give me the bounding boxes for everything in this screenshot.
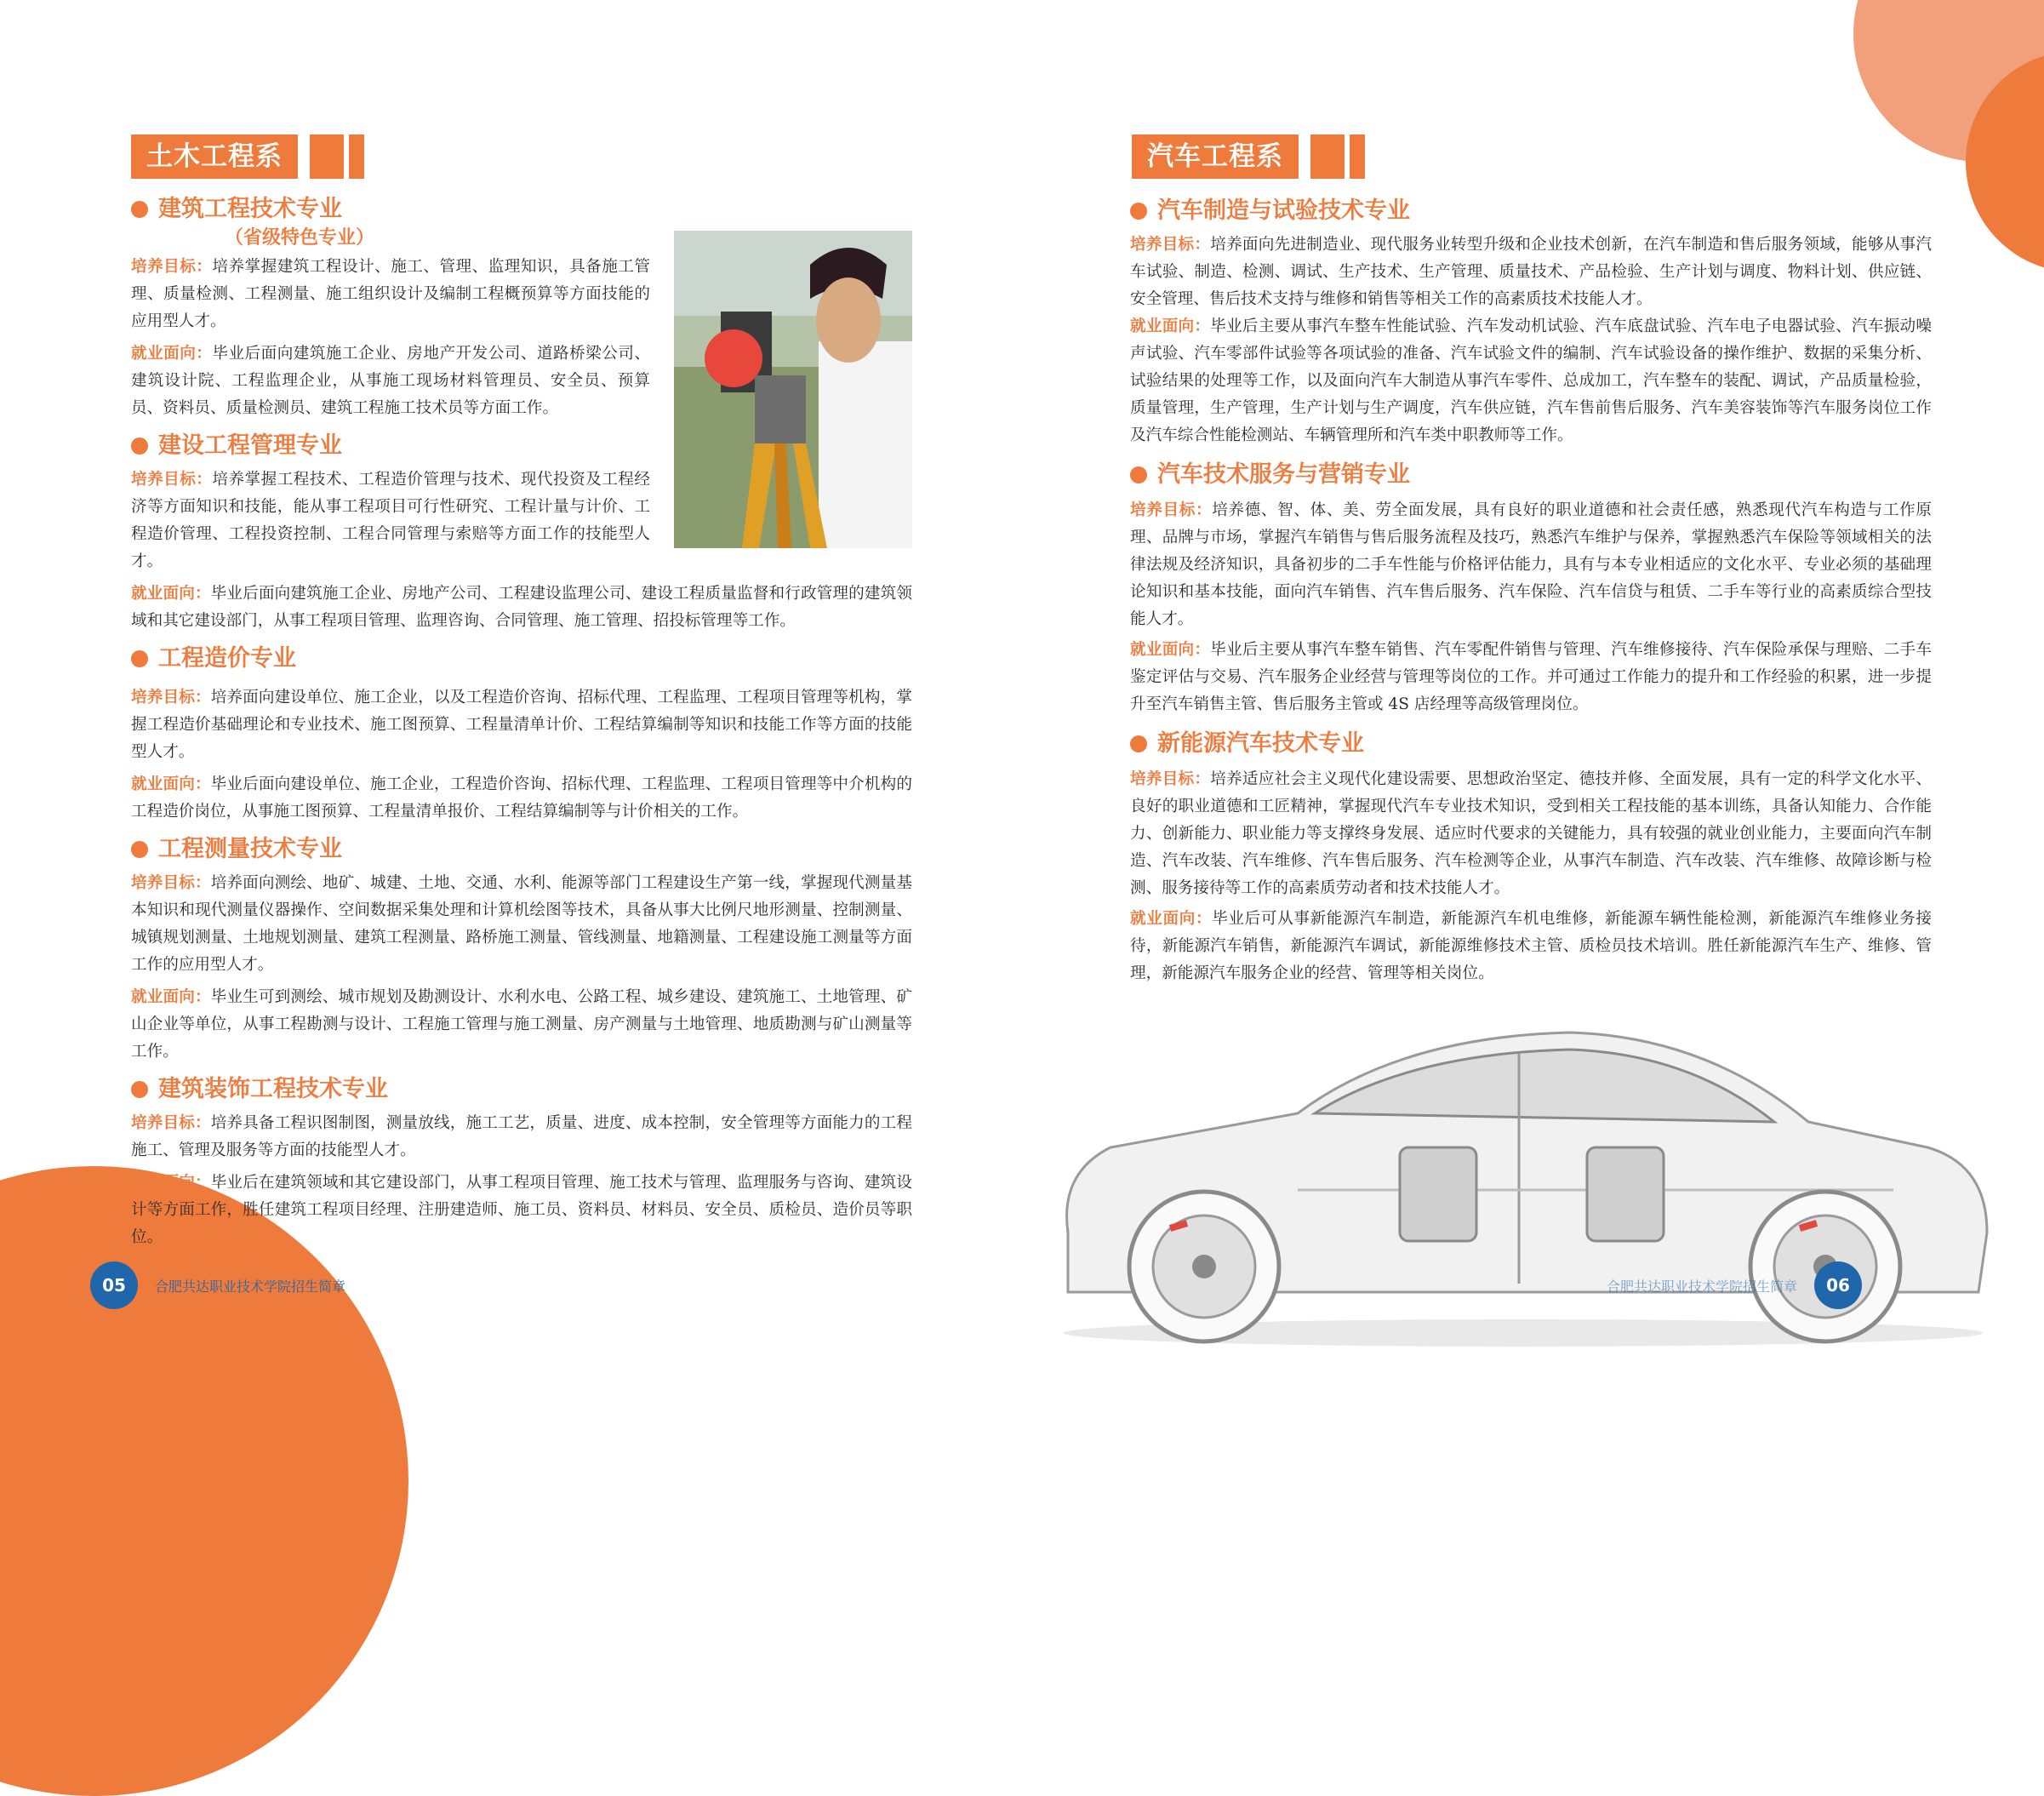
major-block bbox=[131, 194, 912, 422]
major-block bbox=[131, 643, 912, 826]
department-title: 土木工程系 bbox=[131, 134, 298, 179]
bullet-dot-icon bbox=[131, 650, 148, 667]
department-header bbox=[131, 134, 364, 179]
major-block bbox=[131, 834, 912, 1066]
major-goal: 培养目标：培养具备工程识图制图，测量放线，施工工艺，质量、进度、成本控制，安全管理等方面能力的工程施工、管理及服务等方面的技能型人才。 bbox=[131, 1114, 912, 1159]
bullet-dot-icon bbox=[131, 1081, 148, 1098]
page-number: 05 bbox=[90, 1261, 138, 1309]
major-note: （省级特色专业） bbox=[225, 226, 375, 249]
major-title: 建设工程管理专业 bbox=[131, 431, 912, 461]
major-employment: 就业面向：毕业后主要从事汽车整车性能试验、汽车发动机试验、汽车底盘试验、汽车电子电器试验、汽车振动噪声试验、汽车零部件试验等各项试验的准备、汽车试验文件的编制、汽车试验设备的操作维护、数据的采集分析、试验结果的处理等工作，以及面向汽车大制造从事汽车零件、总成加工，汽车整车的装配、调试，产品质量检验，质量管理，生产管理，生产计划与生产调度，汽车供应链，汽车售前售后服务、汽车美容装饰等汽车服务岗位工作及汽车综合性能检测站、车辆管理所和汽车类中职教师等工作。 bbox=[1130, 317, 1932, 444]
major-block bbox=[1130, 196, 1932, 449]
major-goal: 培养目标：培养掌握工程技术、工程造价管理与技术、现代投资及工程经济等方面知识和技能，能从事工程项目可行性研究、工程计量与计价、工程造价管理、工程投资控制、工程合同管理与索赔等方面工作的技能型人才。 bbox=[131, 471, 650, 570]
major-employment: 就业面向：毕业后在建筑领域和其它建设部门，从事工程项目管理、施工技术与管理、监理服务与咨询、建筑设计等方面工作，胜任建筑工程项目经理、注册建造师、施工员、资料员、材料员、安全员、质检员、造价员等职位。 bbox=[131, 1174, 912, 1246]
major-title: 汽车技术服务与营销专业 bbox=[1130, 460, 1932, 490]
bullet-dot-icon bbox=[131, 201, 148, 218]
bullet-dot-icon bbox=[1130, 735, 1147, 752]
right-page bbox=[1021, 0, 2044, 1394]
major-block bbox=[131, 431, 912, 635]
bullet-dot-icon bbox=[1130, 466, 1147, 483]
department-title-accent bbox=[1310, 134, 1365, 179]
footer-text: 合肥共达职业技术学院招生简章 bbox=[155, 1278, 346, 1295]
major-employment: 就业面向：毕业后面向建筑施工企业、房地产开发公司、道路桥梁公司、建筑设计院、工程监理企业，从事施工现场材料管理员、安全员、预算员、资料员、质量检测员、建筑工程施工技术员等方面工作。 bbox=[131, 345, 650, 417]
major-block bbox=[131, 1074, 912, 1251]
page-number: 06 bbox=[1814, 1261, 1862, 1309]
page-footer bbox=[1607, 1261, 1862, 1309]
major-goal: 培养目标：培养掌握建筑工程设计、施工、管理、监理知识，具备施工管理、质量检测、工程测量、施工组织设计及编制工程概预算等方面技能的应用型人才。 bbox=[131, 258, 650, 330]
major-goal: 培养目标：培养适应社会主义现代化建设需要、思想政治坚定、德技并修、全面发展，具有一定的科学文化水平、良好的职业道德和工匠精神，掌握现代汽车专业技术知识，受到相关工程技能的基本训练，具备认知能力、合作能力、创新能力、职业能力等支撑终身发展、适应时代要求的关键能力，具有较强的就业创业能力，主要面向汽车制造、汽车改装、汽车维修、汽车售后服务、汽车检测等企业，从事汽车制造、汽车改装、汽车维修、故障诊断与检测、服务接待等工作的高素质劳动者和技术技能人才。 bbox=[1130, 770, 1932, 897]
major-title: 工程测量技术专业 bbox=[131, 834, 912, 865]
major-block bbox=[1130, 460, 1932, 718]
bullet-dot-icon bbox=[1130, 203, 1147, 220]
major-block bbox=[1130, 729, 1932, 987]
major-title: 汽车制造与试验技术专业 bbox=[1130, 196, 1932, 226]
major-title: 建筑工程技术专业 bbox=[131, 194, 912, 225]
major-title: 建筑装饰工程技术专业 bbox=[131, 1074, 912, 1105]
major-employment: 就业面向：毕业后主要从事汽车整车销售、汽车零配件销售与管理、汽车维修接待、汽车保险承保与理赔、二手车鉴定评估与交易、汽车服务企业经营与管理等岗位的工作。并可通过工作能力的提升和工作经验的积累，进一步提升至汽车销售主管、售后服务主管或 4S 店经理等高级管理岗位。 bbox=[1130, 641, 1932, 713]
right-column bbox=[1130, 196, 1932, 987]
major-employment: 就业面向：毕业后面向建设单位、施工企业，工程造价咨询、招标代理、工程监理、工程项目管理等中介机构的工程造价岗位，从事施工图预算、工程量清单报价、工程结算编制等与计价相关的工作。 bbox=[131, 775, 912, 821]
major-goal: 培养目标：培养面向先进制造业、现代服务业转型升级和企业技术创新，在汽车制造和售后服务领域，能够从事汽车试验、制造、检测、调试、生产技术、生产管理、质量技术、产品检验、生产计划与调度、物料计划、供应链、安全管理、售后技术支持与维修和销售等相关工作的高素质技术技能人才。 bbox=[1130, 236, 1932, 308]
left-column bbox=[131, 194, 912, 1251]
left-page bbox=[0, 0, 1021, 1394]
major-employment: 就业面向：毕业生可到测绘、城市规划及勘测设计、水利水电、公路工程、城乡建设、建筑施工、土地管理、矿山企业等单位，从事工程勘测与设计、工程施工管理与施工测量、房产测量与土地管理、地质勘测与矿山测量等工作。 bbox=[131, 988, 912, 1061]
major-employment: 就业面向：毕业后面向建筑施工企业、房地产公司、工程建设监理公司、建设工程质量监督和行政管理的建筑领域和其它建设部门，从事工程项目管理、监理咨询、合同管理、施工管理、招投标管理等工作。 bbox=[131, 585, 912, 630]
major-goal: 培养目标：培养面向建设单位、施工企业，以及工程造价咨询、招标代理、工程监理、工程项目管理等机构，掌握工程造价基础理论和专业技术、施工图预算、工程量清单计价、工程结算编制等知识和技能工作等方面的技能型人才。 bbox=[131, 689, 912, 761]
department-title-accent bbox=[310, 134, 364, 179]
department-title: 汽车工程系 bbox=[1132, 134, 1299, 179]
major-title: 新能源汽车技术专业 bbox=[1130, 729, 1932, 759]
major-employment: 就业面向：毕业后可从事新能源汽车制造，新能源汽车机电维修，新能源车辆性能检测，新能源汽车维修业务接待，新能源汽车销售，新能源汽车调试，新能源维修技术主管、质检员技术培训。胜任新能源汽车生产、维修、管理，新能源汽车服务企业的经营、管理等相关岗位。 bbox=[1130, 910, 1932, 982]
bullet-dot-icon bbox=[131, 438, 148, 455]
major-goal: 培养目标：培养面向测绘、地矿、城建、土地、交通、水利、能源等部门工程建设生产第一线，掌握现代测量基本知识和现代测量仪器操作、空间数据采集处理和计算机绘图等技术，具备从事大比例尺地形测量、控制测量、城镇规划测量、土地规划测量、建筑工程测量、路桥施工测量、管线测量、地籍测量、工程建设施工测量等方面工作的应用型人才。 bbox=[131, 874, 912, 974]
footer-text: 合肥共达职业技术学院招生简章 bbox=[1607, 1278, 1798, 1295]
page-footer bbox=[90, 1261, 345, 1309]
department-header bbox=[1132, 134, 1365, 179]
bullet-dot-icon bbox=[131, 841, 148, 858]
major-title: 工程造价专业 bbox=[131, 643, 912, 674]
major-goal: 培养目标：培养德、智、体、美、劳全面发展，具有良好的职业道德和社会责任感，熟悉现代汽车构造与工作原理、品牌与市场，掌握汽车销售与售后服务流程及技巧，熟悉汽车维护与保养，掌握熟悉汽车保险等领域相关的法律法规及经济知识，具备初步的二手车性能与价格评估能力，具有与本专业相适应的文化水平、专业必须的基础理论知识和基本技能，面向汽车销售、汽车售后服务、汽车保险、汽车信贷与租赁、二手车等行业的高素质综合型技能人才。 bbox=[1130, 501, 1932, 628]
